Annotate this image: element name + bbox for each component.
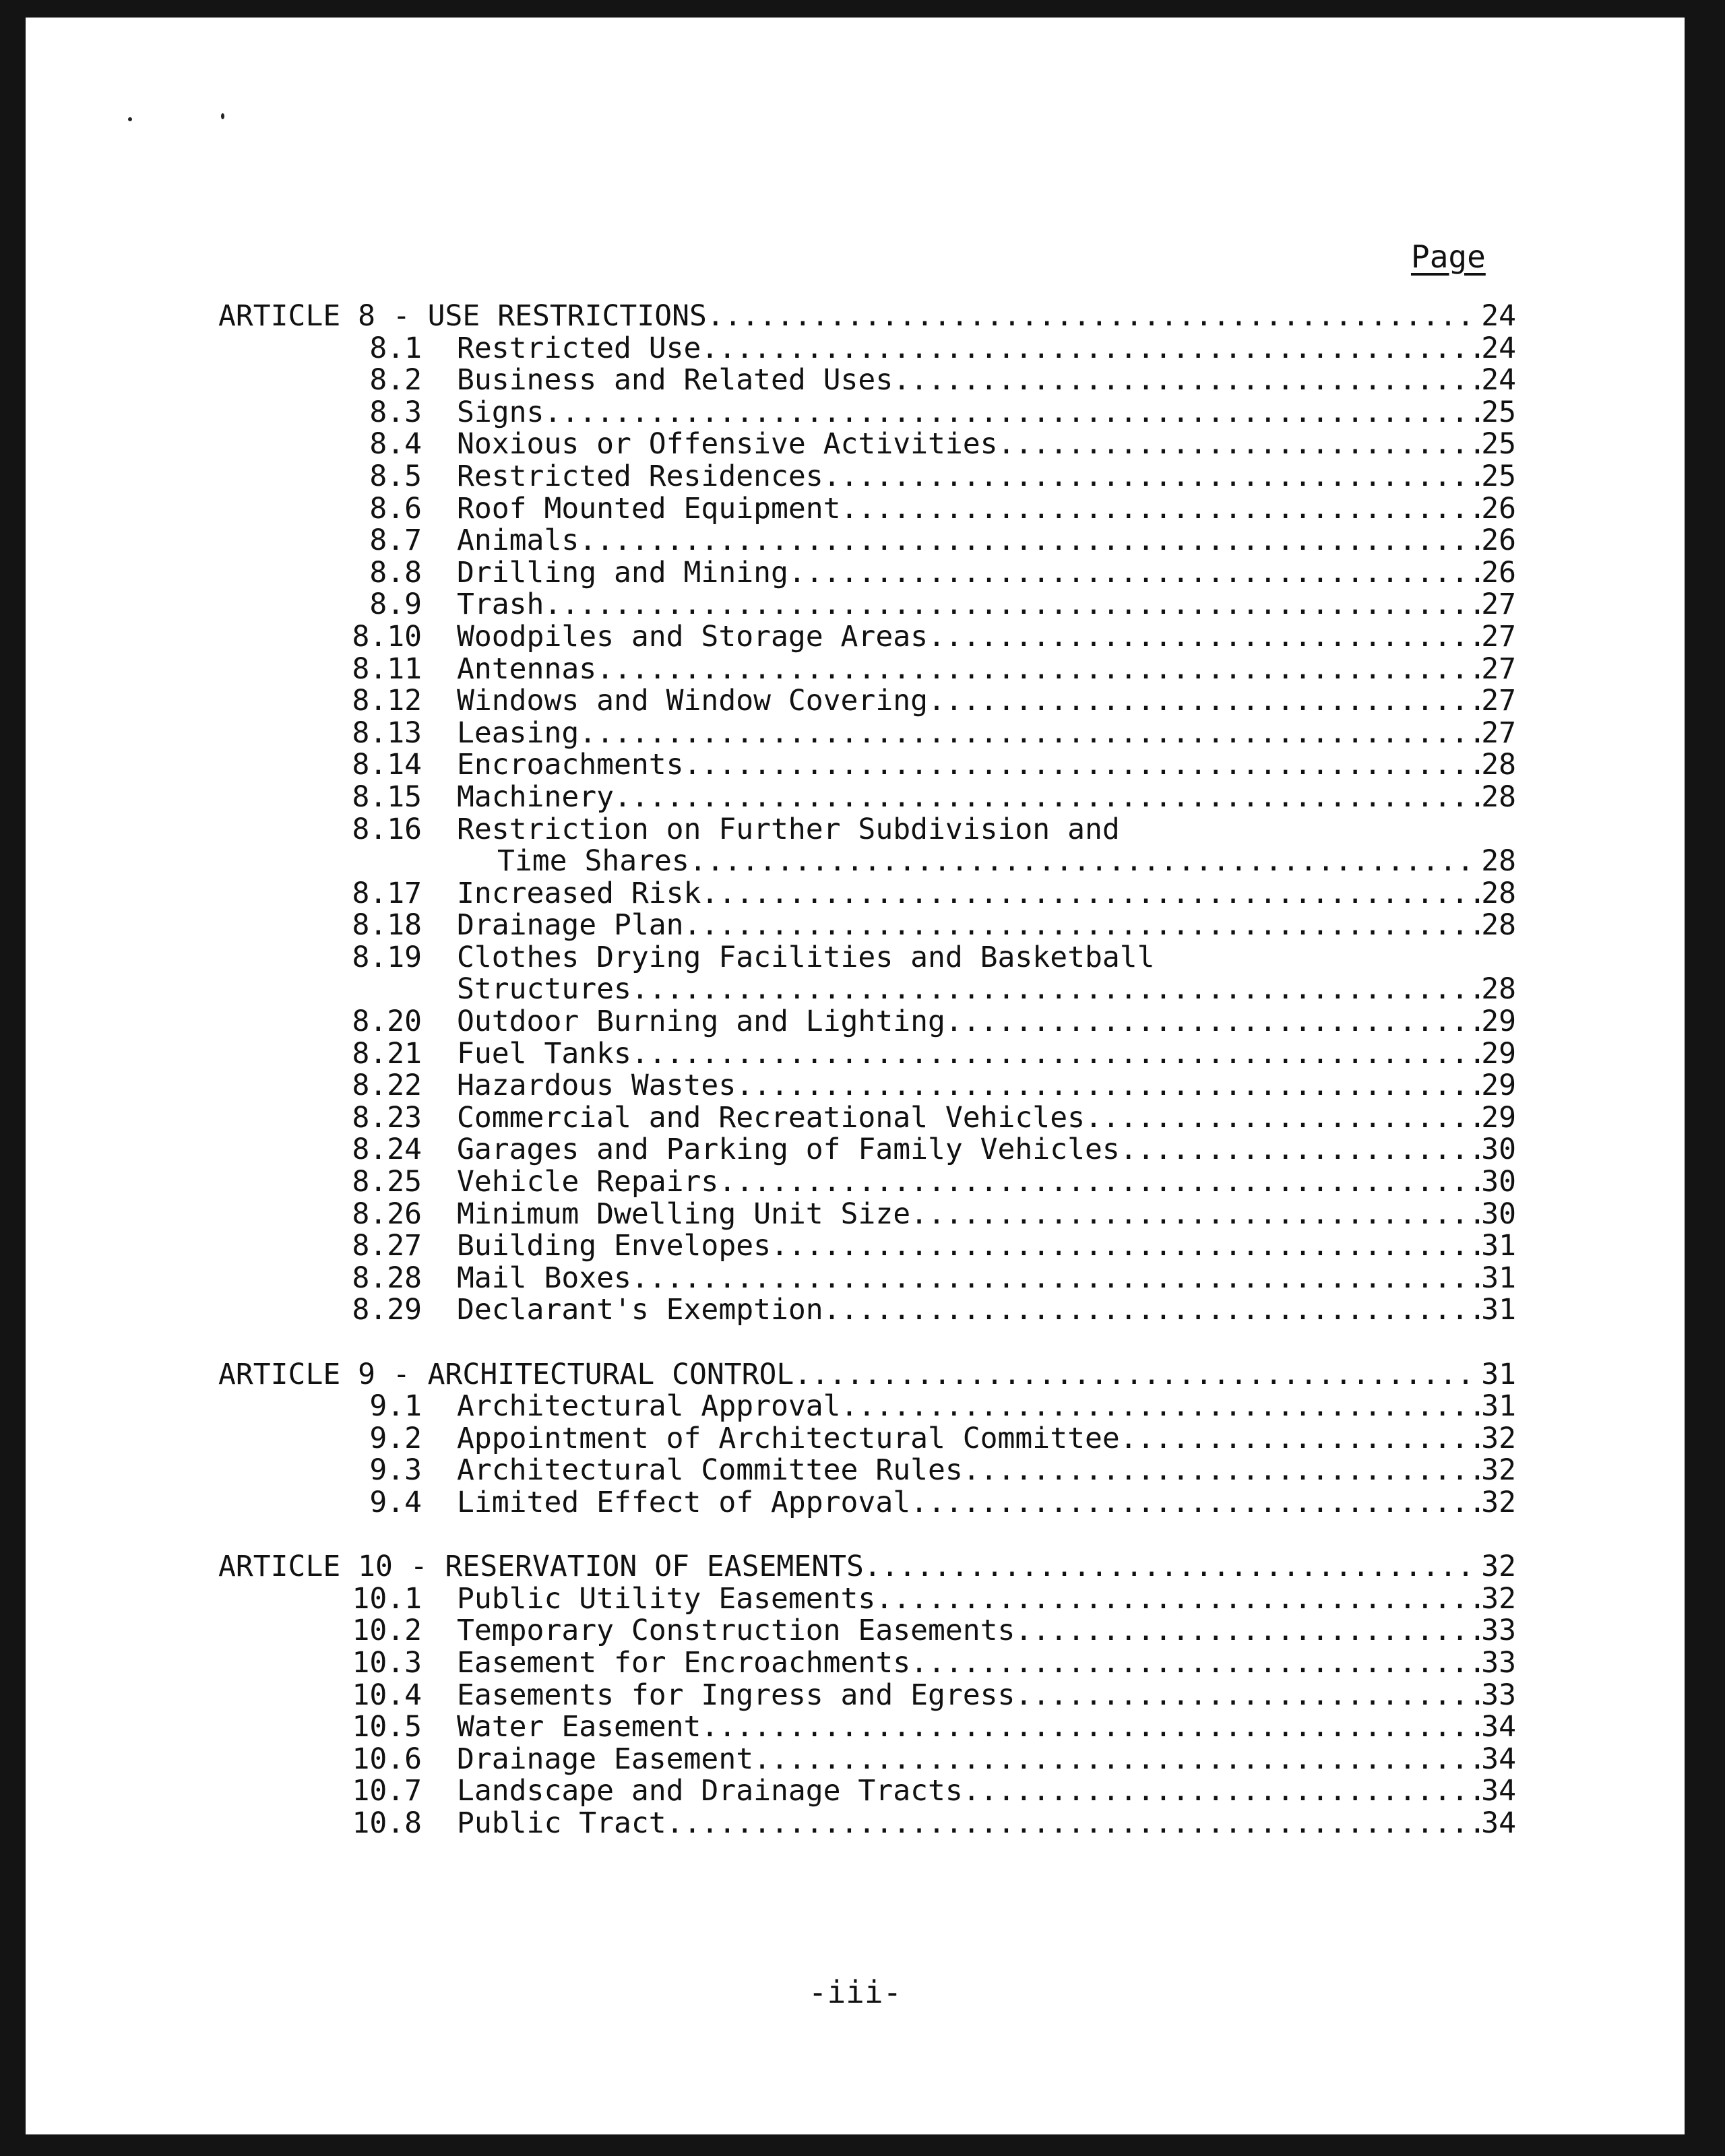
dot-leader [753,1744,1481,1776]
dot-leader [998,429,1482,461]
page-number: 34 [1481,1710,1516,1744]
page-number: 29 [1481,1036,1516,1071]
section-title: Encroachments [457,748,684,782]
section-number: 8.11 [352,652,422,686]
toc-entry-body [457,557,1516,590]
toc-entry-body [457,910,1516,942]
section-title: Outdoor Burning and Lighting [457,1005,945,1039]
page-number: 24 [1481,299,1516,333]
toc-entry-body [457,1102,1516,1135]
section-number: 9.1 [369,1389,422,1424]
section-row [26,1744,1685,1776]
page-number: 31 [1481,1229,1516,1263]
page-number: 27 [1481,619,1516,654]
toc-entry-body [457,974,1516,1006]
article-heading: ARTICLE 8 - USE RESTRICTIONS [218,299,707,333]
dot-leader [788,557,1481,590]
section-row [26,1263,1685,1295]
scan-speck [128,117,132,121]
dot-leader [684,749,1482,782]
page-number: 28 [1481,748,1516,782]
toc-entry-body [457,1680,1516,1712]
toc-entry-body [457,1744,1516,1776]
dot-leader [689,846,1481,878]
toc-entry-body [457,1263,1516,1295]
section-row [26,1294,1685,1327]
toc-entry-body [457,1166,1516,1199]
section-number: 8.4 [369,427,422,462]
section-title: Trash [457,588,544,622]
section-title: Fuel Tanks [457,1036,631,1071]
dot-leader [771,1230,1481,1263]
toc-entry-body [457,525,1516,557]
section-number: 8.8 [369,555,422,590]
section-number: 8.14 [352,748,422,782]
dot-leader [1120,1134,1481,1166]
section-row [26,621,1685,654]
section-number: 8.5 [369,459,422,493]
section-row [26,1583,1685,1616]
page-number: 31 [1481,1261,1516,1295]
toc-entry-body [457,1423,1516,1455]
page-number: 25 [1481,459,1516,493]
section-number: 10.7 [352,1774,422,1808]
section-number: 8.18 [352,908,422,943]
section-number: 8.13 [352,716,422,750]
page-number: 27 [1481,684,1516,718]
toc-entry-body [457,814,1516,846]
dot-leader [666,1808,1482,1840]
section-row [26,525,1685,557]
dot-leader [823,461,1482,493]
section-row [26,1166,1685,1199]
page-number: 25 [1481,395,1516,429]
section-title: Restricted Residences [457,459,823,493]
section-title: Antennas [457,652,597,686]
section-title: Woodpiles and Storage Areas [457,619,928,654]
scan-speck [221,113,224,119]
section-number: 8.16 [352,812,422,846]
section-title: Appointment of Architectural Committee [457,1421,1120,1455]
section-number: 8.20 [352,1005,422,1039]
toc-entry-body [457,1615,1516,1647]
section-row [26,1199,1685,1231]
dot-leader [841,1391,1482,1423]
page-number: 26 [1481,524,1516,558]
section-row [26,1391,1685,1423]
section-title: Animals [457,524,579,558]
page-number: 28 [1481,844,1516,879]
page-number: 29 [1481,1069,1516,1103]
section-row [26,1038,1685,1071]
section-title: Architectural Approval [457,1389,841,1424]
page-number: 32 [1481,1550,1516,1584]
section-row [26,942,1685,974]
page-number: 34 [1481,1806,1516,1840]
dot-leader [614,782,1481,814]
section-row [26,1423,1685,1455]
section-title: Minimum Dwelling Unit Size [457,1197,911,1231]
dot-leader [910,1487,1481,1519]
toc-entry-body [457,782,1516,814]
page-number: 29 [1481,1100,1516,1135]
section-title: Public Tract [457,1806,666,1840]
article-heading: ARTICLE 9 - ARCHITECTURAL CONTROL [218,1357,794,1391]
toc-entry-body [457,429,1516,461]
article-heading: ARTICLE 10 - RESERVATION OF EASEMENTS [218,1550,864,1584]
section-number: 8.19 [352,940,422,974]
page-number: 32 [1481,1453,1516,1488]
page-number: 33 [1481,1614,1516,1648]
page-number: 26 [1481,555,1516,590]
section-row [26,1006,1685,1038]
section-title: Increased Risk [457,876,701,910]
toc-entry-body [457,1038,1516,1071]
page-number: 33 [1481,1678,1516,1712]
section-title: Mail Boxes [457,1261,631,1295]
section-title: Business and Related Uses [457,363,893,398]
toc-entry-body [457,1294,1516,1327]
page-column-label: Page [1411,239,1486,275]
toc-entry-body [457,1199,1516,1231]
toc-entry-body [457,589,1516,621]
article-heading-row [26,1359,1685,1391]
page-number: 31 [1481,1389,1516,1424]
dot-leader [596,654,1481,686]
section-number: 8.9 [369,588,422,622]
dot-leader [736,1070,1481,1102]
dot-leader [794,1359,1481,1391]
section-row [26,878,1685,910]
section-number: 10.3 [352,1645,422,1680]
section-row [26,1102,1685,1135]
dot-leader [963,1455,1481,1487]
section-title: Easement for Encroachments [457,1645,911,1680]
section-row [26,589,1685,621]
section-number: 10.2 [352,1614,422,1648]
section-number: 10.8 [352,1806,422,1840]
section-row [26,1647,1685,1680]
dot-leader [707,300,1481,333]
section-row [26,910,1685,942]
section-number: 8.17 [352,876,422,910]
section-title: Water Easement [457,1710,701,1744]
page-number: 30 [1481,1165,1516,1199]
section-row [26,1680,1685,1712]
toc-entry-body [457,1391,1516,1423]
article-heading-row [26,1551,1685,1583]
dot-leader [928,621,1481,654]
dot-leader [684,910,1482,942]
section-title: Commercial and Recreational Vehicles [457,1100,1085,1135]
page-number: 27 [1481,652,1516,686]
section-row [26,718,1685,750]
section-title: Roof Mounted Equipment [457,491,841,526]
section-number: 10.6 [352,1742,422,1776]
toc-entry-body [457,621,1516,654]
section-title: Declarant's Exemption [457,1293,823,1327]
section-title: Drilling and Mining [457,555,788,590]
toc-entry-body [457,1230,1516,1263]
section-number: 8.2 [369,363,422,398]
section-row [26,749,1685,782]
section-title: Machinery [457,780,614,814]
dot-leader [631,974,1481,1006]
table-of-contents [26,300,1685,1840]
section-number: 8.21 [352,1036,422,1071]
document-page [26,18,1685,2134]
page-number: 34 [1481,1774,1516,1808]
section-row [26,685,1685,718]
dot-leader [910,1199,1481,1231]
section-row [26,1487,1685,1519]
section-row [26,461,1685,493]
section-row [26,1230,1685,1263]
dot-leader [1120,1423,1481,1455]
dot-leader [864,1551,1481,1583]
page-number: 24 [1481,363,1516,398]
section-title: Hazardous Wastes [457,1069,736,1103]
dot-leader [875,1583,1481,1616]
page-number: 30 [1481,1197,1516,1231]
section-title: Leasing [457,716,579,750]
section-row [26,654,1685,686]
section-number: 9.2 [369,1421,422,1455]
section-row [26,1775,1685,1808]
section-title: Easements for Ingress and Egress [457,1678,1015,1712]
toc-entry-body [457,1006,1516,1038]
dot-leader [701,878,1481,910]
toc-entry-body [457,749,1516,782]
dot-leader [631,1038,1481,1071]
toc-entry-body [457,1134,1516,1166]
page-number: 28 [1481,972,1516,1007]
section-number: 8.12 [352,684,422,718]
toc-entry-body [457,878,1516,910]
section-row [26,782,1685,814]
page-number: 29 [1481,1005,1516,1039]
toc-entry-body [457,942,1516,974]
section-number: 8.25 [352,1165,422,1199]
section-title: Garages and Parking of Family Vehicles [457,1133,1120,1167]
toc-entry-body [457,654,1516,686]
article-heading-row [26,300,1685,333]
section-title: Public Utility Easements [457,1581,876,1616]
section-title: Clothes Drying Facilities and Basketball [457,940,1155,974]
toc-entry-body [218,300,1516,333]
section-number: 8.26 [352,1197,422,1231]
toc-entry-body [457,1775,1516,1808]
section-title-continuation: Structures [457,972,631,1007]
dot-leader [631,1263,1481,1295]
dot-leader [544,397,1481,429]
toc-entry-body [457,685,1516,718]
page-folio: -iii- [808,1974,902,2010]
section-number: 10.5 [352,1710,422,1744]
section-number: 8.10 [352,619,422,654]
section-number: 8.15 [352,780,422,814]
section-title: Temporary Construction Easements [457,1614,1015,1648]
toc-entry-body [457,1455,1516,1487]
dot-leader [823,1294,1482,1327]
page-number: 32 [1481,1581,1516,1616]
dot-leader [928,685,1481,718]
dot-leader [963,1775,1481,1808]
dot-leader [544,589,1481,621]
section-row [26,333,1685,365]
section-row [26,1070,1685,1102]
page-number: 24 [1481,331,1516,365]
toc-entry-body [457,1711,1516,1744]
section-title: Windows and Window Covering [457,684,928,718]
section-row [26,493,1685,526]
section-title: Restricted Use [457,331,701,365]
dot-leader [945,1006,1481,1038]
dot-leader [1015,1615,1481,1647]
section-title: Limited Effect of Approval [457,1485,911,1519]
dot-leader [841,493,1482,526]
section-number: 9.4 [369,1485,422,1519]
section-title-continuation: Time Shares [497,844,689,879]
page-number: 26 [1481,491,1516,526]
toc-entry-body [457,1487,1516,1519]
section-number: 10.4 [352,1678,422,1712]
section-title: Vehicle Repairs [457,1165,719,1199]
section-title: Drainage Easement [457,1742,754,1776]
section-title: Building Envelopes [457,1229,771,1263]
dot-leader [893,364,1481,397]
section-row [26,557,1685,590]
page-number: 27 [1481,716,1516,750]
section-title: Restriction on Further Subdivision and [457,812,1120,846]
section-number: 8.29 [352,1293,422,1327]
dot-leader [718,1166,1481,1199]
page-number: 31 [1481,1357,1516,1391]
section-number: 8.22 [352,1069,422,1103]
section-number: 8.24 [352,1133,422,1167]
toc-entry-body [457,333,1516,365]
toc-entry-body [457,493,1516,526]
dot-leader [701,333,1481,365]
toc-entry-body [457,364,1516,397]
section-number: 8.23 [352,1100,422,1135]
section-row [26,1455,1685,1487]
dot-leader [910,1647,1481,1680]
section-number: 8.27 [352,1229,422,1263]
toc-entry-body [457,1583,1516,1616]
dot-leader [1085,1102,1481,1135]
section-number: 9.3 [369,1453,422,1488]
page-number: 32 [1481,1485,1516,1519]
toc-entry-body [457,461,1516,493]
section-row [26,397,1685,429]
toc-entry-body [218,1551,1516,1583]
page-number: 33 [1481,1645,1516,1680]
section-title: Noxious or Offensive Activities [457,427,998,462]
page-number: 31 [1481,1293,1516,1327]
section-number: 8.6 [369,491,422,526]
section-number: 8.3 [369,395,422,429]
section-title: Signs [457,395,544,429]
toc-entry-body [218,1359,1516,1391]
section-row [26,814,1685,846]
section-number: 8.7 [369,524,422,558]
section-row [26,364,1685,397]
page-number: 28 [1481,908,1516,943]
section-continuation-row [26,846,1685,878]
page-number: 28 [1481,876,1516,910]
section-row [26,1808,1685,1840]
section-continuation-row [26,974,1685,1006]
section-number: 10.1 [352,1581,422,1616]
page-number: 34 [1481,1742,1516,1776]
section-title: Landscape and Drainage Tracts [457,1774,963,1808]
toc-entry-body [457,397,1516,429]
section-row [26,1615,1685,1647]
dot-leader [579,525,1481,557]
dot-leader [579,718,1481,750]
section-row [26,1134,1685,1166]
toc-entry-body [457,1647,1516,1680]
section-row [26,429,1685,461]
section-title: Architectural Committee Rules [457,1453,963,1488]
section-row [26,1711,1685,1744]
page-number: 30 [1481,1133,1516,1167]
page-number: 32 [1481,1421,1516,1455]
toc-entry-body [457,718,1516,750]
toc-entry-body [457,1808,1516,1840]
page-number: 27 [1481,588,1516,622]
page-number: 25 [1481,427,1516,462]
page-number: 28 [1481,780,1516,814]
section-title: Drainage Plan [457,908,684,943]
toc-entry-body [497,846,1516,878]
dot-leader [701,1711,1481,1744]
toc-entry-body [457,1070,1516,1102]
section-number: 8.28 [352,1261,422,1295]
dot-leader [1015,1680,1481,1712]
section-number: 8.1 [369,331,422,365]
